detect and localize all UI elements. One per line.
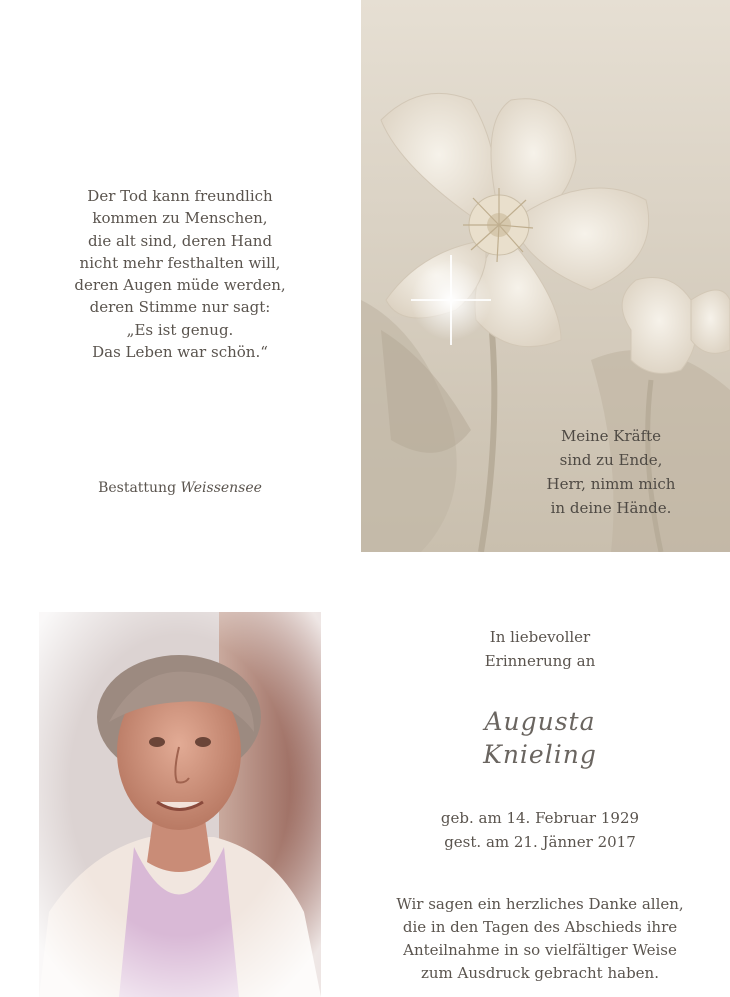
thanks-line: zum Ausdruck gebracht haben.: [420, 964, 659, 982]
portrait-photo: [39, 612, 321, 997]
poem-line: die alt sind, deren Hand: [87, 231, 273, 250]
funeral-home-prefix: Bestattung: [98, 480, 177, 496]
deceased-name: [395, 705, 685, 771]
flower-image: [361, 0, 730, 552]
poem-line: nicht mehr festhalten will,: [79, 253, 281, 272]
death-date: gest. am 21. Jänner 2017: [444, 833, 636, 851]
funeral-home-name: Weissensee: [180, 480, 262, 496]
thanks-line: die in den Tagen des Abschieds ihre: [402, 918, 678, 936]
memory-heading: [395, 625, 685, 673]
prayer-line: Meine Kräfte: [560, 427, 662, 445]
prayer-line: Herr, nimm mich: [546, 475, 676, 493]
thanks-message: [385, 893, 695, 985]
poem-line: „Es ist genug.: [126, 320, 234, 339]
memory-line: In liebevoller: [489, 628, 591, 646]
prayer-line: in deine Hände.: [550, 499, 672, 517]
funeral-home-credit: [60, 480, 300, 496]
portrait-illustration: [39, 612, 321, 997]
prayer-line: sind zu Ende,: [559, 451, 663, 469]
prayer: [511, 424, 711, 520]
poem: [60, 185, 300, 363]
memory-line: Erinnerung an: [484, 652, 596, 670]
poem-line: deren Stimme nur sagt:: [89, 298, 271, 317]
birth-date: geb. am 14. Februar 1929: [440, 809, 640, 827]
last-name: Knieling: [483, 740, 597, 769]
poem-line: kommen zu Menschen,: [92, 209, 268, 228]
poem-line: Das Leben war schön.“: [92, 343, 268, 362]
poem-line: Der Tod kann freundlich: [87, 187, 273, 205]
thanks-line: Wir sagen ein herzliches Danke allen,: [396, 895, 684, 913]
thanks-line: Anteilnahme in so vielfältiger Weise: [403, 941, 677, 959]
first-name: Augusta: [484, 707, 596, 736]
life-dates: [395, 806, 685, 854]
poem-line: deren Augen müde werden,: [74, 276, 286, 295]
